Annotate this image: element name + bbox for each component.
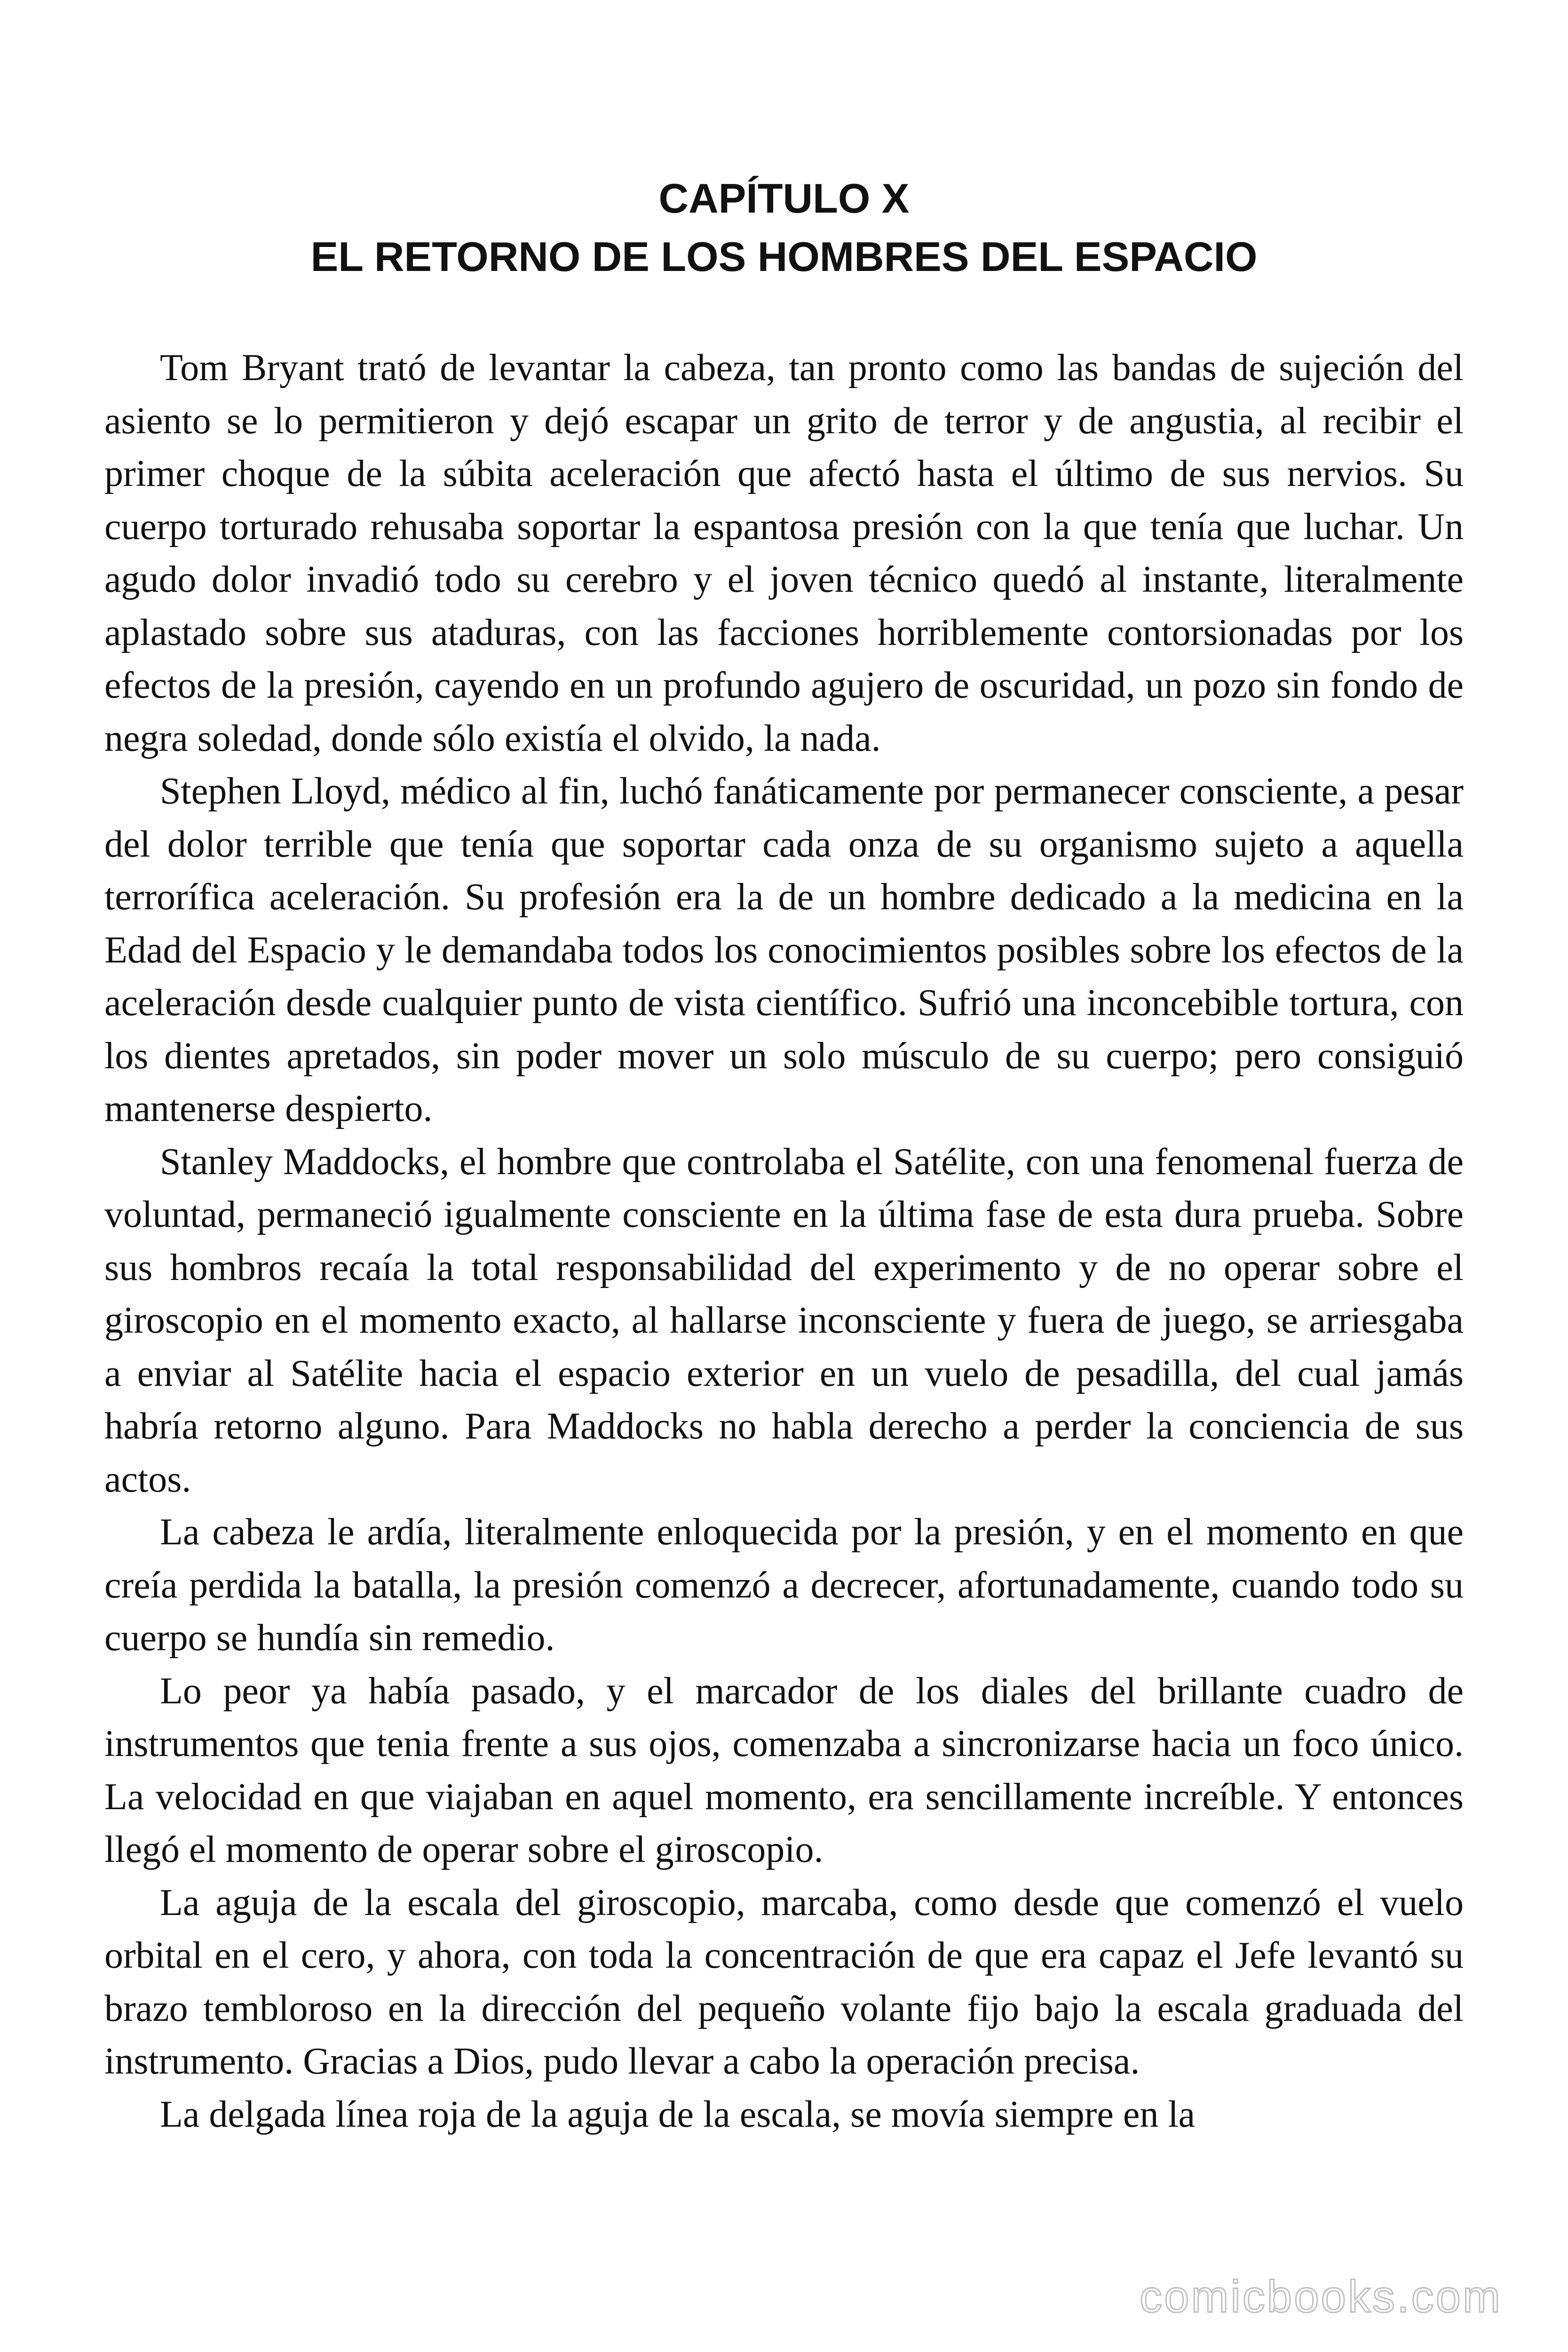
paragraph: La aguja de la escala del giroscopio, marcaba, como desde que comenzó el vuelo orbital en el cero, y ahora, con toda la concentración de que era capaz el Jefe levantó su brazo tembloroso en la dirección del pequeño volante fijo bajo la escala graduada del instrumento. Gracias a Dios, pudo llevar a cabo la operación precisa. (104, 1882, 1464, 2082)
paragraph: La cabeza le ardía, literalmente enloquecida por la presión, y en el momento en que creía perdida la batalla, la presión comenzó a decrecer, afortunadamente, cuando todo su cuerpo se hundía sin remedio. (104, 1511, 1464, 1659)
paragraph: Stanley Maddocks, el hombre que controlaba el Satélite, con una fenomenal fuerza de voluntad, permaneció igualmente consciente en la última fase de esta dura prueba. Sobre sus hombros recaía la total responsabilidad del experimento y de no operar sobre el giroscopio en el momento exacto, al hallarse inconsciente y fuera de juego, se arriesgaba a enviar al Satélite hacia el espacio exterior en un vuelo de pesadilla, del cual jamás habría retorno alguno. Para Maddocks no habla derecho a perder la conciencia de sus actos. (104, 1141, 1464, 1500)
chapter-heading (104, 169, 1464, 286)
chapter-title: EL RETORNO DE LOS HOMBRES DEL ESPACIO (310, 233, 1258, 280)
chapter-number: CAPÍTULO X (658, 175, 910, 222)
chapter-body (104, 342, 1464, 2141)
paragraph: Stephen Lloyd, médico al fin, luchó fanáticamente por permanecer consciente, a pesar del dolor terrible que tenía que soportar cada onza de su organismo sujeto a aquella terrorífica aceleración. Su profesión era la de un hombre dedicado a la medicina en la Edad del Espacio y le demandaba todos los conocimientos posibles sobre los efectos de la aceleración desde cualquier punto de vista científico. Sufrió una inconcebible tortura, con los dientes apretados, sin poder mover un solo músculo de su cuerpo; pero consiguió mantenerse despierto. (104, 771, 1464, 1129)
watermark: comicbooks.com (1140, 2272, 1502, 2322)
paragraph: Tom Bryant trató de levantar la cabeza, tan pronto como las bandas de sujeción del asiento se lo permitieron y dejó escapar un grito de terror y de angustia, al recibir el primer choque de la súbita aceleración que afectó hasta el último de sus nervios. Su cuerpo torturado rehusaba soportar la espantosa presión con la que tenía que luchar. Un agudo dolor invadió todo su cerebro y el joven técnico quedó al instante, literalmente aplastado sobre sus ataduras, con las facciones horriblemente contorsionadas por los efectos de la presión, cayendo en un profundo agujero de oscuridad, un pozo sin fondo de negra soledad, donde sólo existía el olvido, la nada. (104, 347, 1464, 759)
paragraph: Lo peor ya había pasado, y el marcador de los diales del brillante cuadro de instrumentos que tenia frente a sus ojos, comenzaba a sincronizarse hacia un foco único. La velocidad en que viajaban en aquel momento, era sencillamente increíble. Y entonces llegó el momento de operar sobre el giroscopio. (104, 1670, 1464, 1870)
paragraph: La delgada línea roja de la aguja de la escala, se movía siempre en la (160, 2093, 1196, 2135)
book-page (104, 169, 1464, 2141)
